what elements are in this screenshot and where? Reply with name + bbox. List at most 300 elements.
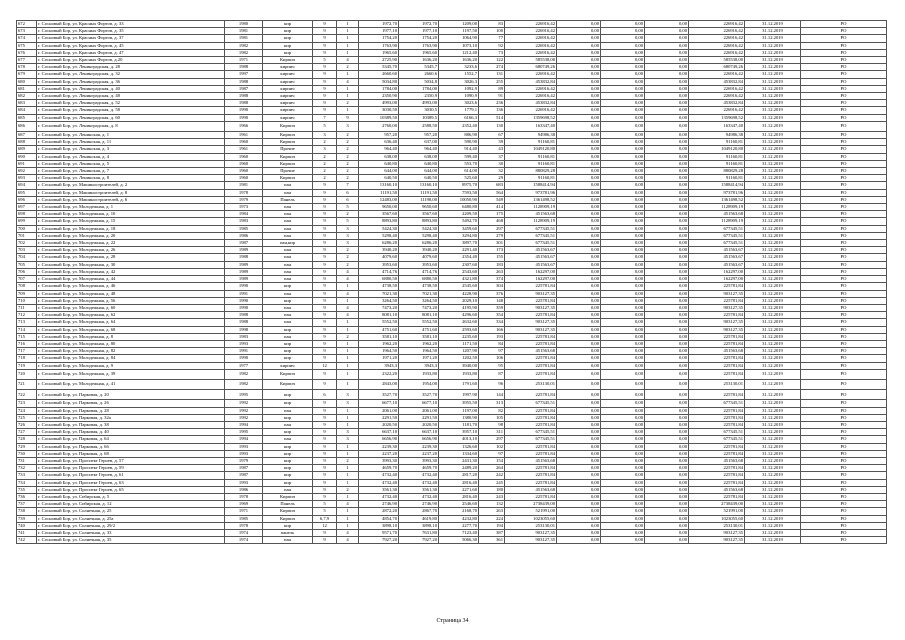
cell-completion-date: 31.12.2019 xyxy=(745,429,801,436)
cell-residents: 564 xyxy=(479,189,505,196)
cell-floors: 9 xyxy=(313,247,337,254)
cell-address: г. Сосновый Бор, ул. Молодежная, д. 26 xyxy=(37,247,225,254)
cell-cost-col-3: 0,00 xyxy=(645,312,689,319)
cell-year-built: 1987 xyxy=(225,85,263,92)
cell-row-number: 719 xyxy=(17,362,37,369)
cell-method: РО xyxy=(801,297,887,304)
cell-row-number: 730 xyxy=(17,450,37,457)
cell-cost-col-4: 226916,42 xyxy=(689,85,745,92)
cell-year-built: 1988 xyxy=(225,100,263,107)
cell-row-number: 706 xyxy=(17,268,37,275)
cell-cost-col-1: 0,00 xyxy=(557,297,601,304)
table-row xyxy=(17,232,887,239)
cell-cost-col-1: 0,00 xyxy=(557,355,601,362)
cell-floors: 9 xyxy=(313,100,337,107)
cell-cost-col-3: 0,00 xyxy=(645,522,689,529)
cell-entrances: 5 xyxy=(337,218,359,225)
cell-cost-col-3: 0,00 xyxy=(645,348,689,355)
cell-cost-col-4: 225781,84 xyxy=(689,407,745,414)
cell-cost-col-1: 0,00 xyxy=(557,508,601,515)
cell-address: г. Сосновый Бор, ул. Красных Фортов, д. 47 xyxy=(37,49,225,56)
cell-cost-col-1: 0,00 xyxy=(557,121,601,131)
cell-completion-date: 31.12.2019 xyxy=(745,189,801,196)
cell-row-number: 678 xyxy=(17,64,37,71)
cell-completion-date: 31.12.2019 xyxy=(745,175,801,182)
cell-area-residential: 2354,40 xyxy=(439,254,479,261)
cell-entrances: 4 xyxy=(337,276,359,283)
cell-cost-col-2: 0,00 xyxy=(601,28,645,35)
cell-total-cost: 226916,42 xyxy=(505,42,557,49)
cell-cost-col-1: 0,00 xyxy=(557,362,601,369)
cell-total-cost: 903127,35 xyxy=(505,304,557,311)
cell-floors: 9 xyxy=(313,71,337,78)
cell-residents: 274 xyxy=(479,64,505,71)
cell-area-premises: 6637,10 xyxy=(399,429,439,436)
cell-area-premises: 8081,10 xyxy=(399,312,439,319)
cell-address: г. Сосновый Бор, ул. Парковая, д. 26 xyxy=(37,400,225,407)
table-row xyxy=(17,443,887,450)
cell-completion-date: 31.12.2019 xyxy=(745,379,801,389)
cell-cost-col-2: 0,00 xyxy=(601,225,645,232)
cell-cost-col-4: 225781,84 xyxy=(689,355,745,362)
cell-total-cost: 226916,42 xyxy=(505,107,557,114)
cell-residents: 155 xyxy=(479,254,505,261)
cell-cost-col-2: 0,00 xyxy=(601,522,645,529)
cell-cost-col-1: 0,00 xyxy=(557,379,601,389)
cell-total-area: 957,20 xyxy=(359,132,399,139)
cell-wall-material: Панель xyxy=(263,501,313,508)
cell-cost-col-4: 226916,42 xyxy=(689,35,745,42)
cell-total-cost: 225781,84 xyxy=(505,297,557,304)
cell-cost-col-2: 0,00 xyxy=(601,175,645,182)
cell-cost-col-2: 0,00 xyxy=(601,369,645,379)
cell-address: г. Сосновый Бор, ул. Солнечная, д. 33 xyxy=(37,529,225,536)
cell-row-number: 688 xyxy=(17,139,37,146)
cell-year-built: 1960 xyxy=(225,168,263,175)
cell-row-number: 679 xyxy=(17,71,37,78)
cell-year-built: 1988 xyxy=(225,312,263,319)
cell-wall-material: кирпич xyxy=(263,114,313,121)
cell-row-number: 674 xyxy=(17,35,37,42)
cell-completion-date: 31.12.2019 xyxy=(745,348,801,355)
cell-cost-col-3: 0,00 xyxy=(645,254,689,261)
cell-wall-material: кир xyxy=(263,35,313,42)
cell-area-premises: 7473,20 xyxy=(399,304,439,311)
cell-year-built: 1989 xyxy=(225,276,263,283)
cell-area-residential: 4228,90 xyxy=(439,290,479,297)
cell-residents: 97 xyxy=(479,450,505,457)
cell-residents: 297 xyxy=(479,225,505,232)
cell-year-built: 1993 xyxy=(225,443,263,450)
cell-cost-col-3: 0,00 xyxy=(645,71,689,78)
cell-cost-col-3: 0,00 xyxy=(645,429,689,436)
cell-area-premises: 6880,50 xyxy=(399,276,439,283)
cell-wall-material: пан xyxy=(263,254,313,261)
cell-total-area: 2725,90 xyxy=(359,57,399,64)
cell-cost-col-4: 226916,42 xyxy=(689,93,745,100)
cell-cost-col-3: 0,00 xyxy=(645,240,689,247)
cell-total-area: 13160,10 xyxy=(359,182,399,189)
cell-wall-material: пан xyxy=(263,247,313,254)
cell-cost-col-1: 0,00 xyxy=(557,326,601,333)
cell-area-premises: 3943,3 xyxy=(399,362,439,369)
cell-method: РО xyxy=(801,319,887,326)
cell-floors: 9 xyxy=(313,472,337,479)
cell-completion-date: 31.12.2019 xyxy=(745,268,801,275)
cell-total-cost: 91160,81 xyxy=(505,139,557,146)
cell-cost-col-3: 0,00 xyxy=(645,290,689,297)
cell-area-residential: 2816,40 xyxy=(439,479,479,486)
cell-cost-col-3: 0,00 xyxy=(645,362,689,369)
cell-area-residential: 1092,9 xyxy=(439,85,479,92)
cell-floors: 9 xyxy=(313,436,337,443)
cell-area-premises: 4714,76 xyxy=(399,268,439,275)
cell-total-cost: 677345,51 xyxy=(505,225,557,232)
cell-method: РО xyxy=(801,348,887,355)
cell-area-residential: 3026,3 xyxy=(439,78,479,85)
cell-floors: 9 xyxy=(313,85,337,92)
cell-area-residential: 2431,30 xyxy=(439,457,479,464)
cell-area-premises: 2660,6 xyxy=(399,71,439,78)
cell-residents: 29 xyxy=(479,175,505,182)
cell-floors: 7 xyxy=(313,114,337,121)
cell-total-area: 3030,50 xyxy=(359,107,399,114)
cell-cost-col-1: 0,00 xyxy=(557,479,601,486)
cell-method: РО xyxy=(801,196,887,203)
cell-total-area: 644,00 xyxy=(359,168,399,175)
cell-row-number: 723 xyxy=(17,400,37,407)
cell-method: РО xyxy=(801,529,887,536)
cell-area-residential: 8975,70 xyxy=(439,182,479,189)
table-row xyxy=(17,168,887,175)
cell-cost-col-4: 903127,35 xyxy=(689,319,745,326)
cell-method: РО xyxy=(801,450,887,457)
cell-area-premises: 11191,50 xyxy=(399,189,439,196)
cell-cost-col-1: 0,00 xyxy=(557,390,601,400)
cell-total-area: 6656,90 xyxy=(359,436,399,443)
cell-row-number: 733 xyxy=(17,472,37,479)
cell-wall-material: кир xyxy=(263,472,313,479)
cell-method: РО xyxy=(801,160,887,167)
cell-total-area: 8893,80 xyxy=(359,218,399,225)
cell-floors: 9 xyxy=(313,254,337,261)
cell-row-number: 693 xyxy=(17,175,37,182)
cell-area-residential: 3459,60 xyxy=(439,225,479,232)
cell-method: РО xyxy=(801,182,887,189)
table-row xyxy=(17,400,887,407)
cell-area-premises: 5298,40 xyxy=(399,232,439,239)
cell-method: РО xyxy=(801,362,887,369)
cell-residents: 92 xyxy=(479,42,505,49)
cell-row-number: 703 xyxy=(17,247,37,254)
cell-total-cost: 451563,68 xyxy=(505,486,557,493)
cell-address: г. Сосновый Бор, ул. Красных Фортов, д. 45 xyxy=(37,42,225,49)
cell-floors: 9 xyxy=(313,268,337,275)
cell-area-premises: 4732,40 xyxy=(399,472,439,479)
cell-cost-col-1: 0,00 xyxy=(557,21,601,28)
cell-entrances: 2 xyxy=(337,168,359,175)
cell-cost-col-3: 0,00 xyxy=(645,465,689,472)
cell-wall-material: пан xyxy=(263,486,313,493)
cell-cost-col-4: 451563,68 xyxy=(689,348,745,355)
cell-wall-material: кир xyxy=(263,457,313,464)
cell-floors: 9 xyxy=(313,290,337,297)
cell-total-area: 636,40 xyxy=(359,139,399,146)
cell-cost-col-3: 0,00 xyxy=(645,204,689,211)
cell-year-built: 1983 xyxy=(225,218,263,225)
cell-total-area: 640,80 xyxy=(359,160,399,167)
cell-total-area: 7927,20 xyxy=(359,537,399,544)
cell-address: г. Сосновый Бор, ул. Ленинская, д. 7 xyxy=(37,168,225,175)
cell-cost-col-2: 0,00 xyxy=(601,121,645,131)
cell-floors: 5 xyxy=(313,57,337,64)
cell-cost-col-4: 225781,84 xyxy=(689,421,745,428)
cell-cost-col-2: 0,00 xyxy=(601,400,645,407)
cell-cost-col-4: 162297,00 xyxy=(689,276,745,283)
cell-row-number: 741 xyxy=(17,529,37,536)
cell-wall-material: кир xyxy=(263,443,313,450)
cell-year-built: 1981 xyxy=(225,35,263,42)
table-row xyxy=(17,153,887,160)
cell-method: РО xyxy=(801,443,887,450)
cell-area-residential: 1197,00 xyxy=(439,407,479,414)
cell-cost-col-3: 0,00 xyxy=(645,355,689,362)
cell-area-residential: 4321,80 xyxy=(439,276,479,283)
cell-row-number: 711 xyxy=(17,304,37,311)
cell-wall-material: кир xyxy=(263,340,313,347)
cell-area-premises: 4079,60 xyxy=(399,254,439,261)
table-row xyxy=(17,139,887,146)
table-row xyxy=(17,472,887,479)
cell-total-cost: 451563,67 xyxy=(505,254,557,261)
cell-floors: 9 xyxy=(313,319,337,326)
cell-cost-col-1: 0,00 xyxy=(557,28,601,35)
cell-total-area: 3943,3 xyxy=(359,362,399,369)
cell-floors: 9 xyxy=(313,283,337,290)
cell-total-cost: 225781,84 xyxy=(505,465,557,472)
cell-cost-col-4: 225781,84 xyxy=(689,493,745,500)
cell-row-number: 676 xyxy=(17,49,37,56)
cell-total-area: 1763,90 xyxy=(359,42,399,49)
table-row xyxy=(17,493,887,500)
cell-total-cost: 1359698,52 xyxy=(505,114,557,121)
cell-year-built: 1980 xyxy=(225,21,263,28)
cell-area-premises: 7927,20 xyxy=(399,537,439,544)
cell-cost-col-2: 0,00 xyxy=(601,537,645,544)
cell-address: г. Сосновый Бор, ул. Проспект Героев, д. 57 xyxy=(37,457,225,464)
cell-year-built: 1994 xyxy=(225,421,263,428)
cell-total-area: 4714,76 xyxy=(359,268,399,275)
cell-row-number: 699 xyxy=(17,218,37,225)
table-row xyxy=(17,254,887,261)
cell-completion-date: 31.12.2019 xyxy=(745,369,801,379)
cell-cost-col-1: 0,00 xyxy=(557,312,601,319)
cell-total-area: 2350,90 xyxy=(359,93,399,100)
cell-area-premises: 964,40 xyxy=(399,146,439,153)
cell-floors: 9 xyxy=(313,348,337,355)
cell-completion-date: 31.12.2019 xyxy=(745,312,801,319)
cell-wall-material: панель xyxy=(263,529,313,536)
cell-completion-date: 31.12.2019 xyxy=(745,64,801,71)
cell-entrances: 1 xyxy=(337,340,359,347)
cell-floors: 2 xyxy=(313,160,337,167)
cell-area-residential: 914,40 xyxy=(439,146,479,153)
cell-cost-col-4: 225781,84 xyxy=(689,414,745,421)
cell-cost-col-4: 225781,84 xyxy=(689,340,745,347)
cell-area-premises: 3264,50 xyxy=(399,297,439,304)
cell-method: РО xyxy=(801,479,887,486)
cell-total-area: 6677,10 xyxy=(359,400,399,407)
cell-cost-col-1: 0,00 xyxy=(557,493,601,500)
cell-cost-col-2: 0,00 xyxy=(601,64,645,71)
cell-wall-material: пан xyxy=(263,211,313,218)
cell-address: г. Сосновый Бор, ул. Ленинская, д. 4 xyxy=(37,153,225,160)
table-row xyxy=(17,362,887,369)
cell-area-premises: 5424,30 xyxy=(399,225,439,232)
cell-completion-date: 31.12.2019 xyxy=(745,240,801,247)
table-row xyxy=(17,457,887,464)
table-row xyxy=(17,283,887,290)
cell-row-number: 696 xyxy=(17,196,37,203)
cell-residents: 414 xyxy=(479,204,505,211)
cell-cost-col-3: 0,00 xyxy=(645,472,689,479)
cell-entrances: 1 xyxy=(337,362,359,369)
cell-year-built: 1960 xyxy=(225,139,263,146)
cell-residents: 514 xyxy=(479,114,505,121)
cell-total-cost: 225781,84 xyxy=(505,390,557,400)
cell-method: РО xyxy=(801,414,887,421)
cell-total-area: 964,40 xyxy=(359,146,399,153)
cell-area-premises: 2239,30 xyxy=(399,443,439,450)
cell-cost-col-1: 0,00 xyxy=(557,132,601,139)
cell-area-premises: 4738,50 xyxy=(399,283,439,290)
cell-floors: 9 xyxy=(313,333,337,340)
cell-cost-col-1: 0,00 xyxy=(557,225,601,232)
cell-completion-date: 31.12.2019 xyxy=(745,283,801,290)
cell-year-built: 1966 xyxy=(225,121,263,131)
cell-area-premises: 2350,9 xyxy=(399,93,439,100)
cell-floors: 9 xyxy=(313,312,337,319)
cell-total-area: 7473,20 xyxy=(359,304,399,311)
cell-row-number: 742 xyxy=(17,537,37,544)
cell-area-residential: 3940,00 xyxy=(439,362,479,369)
cell-residents: 97 xyxy=(479,348,505,355)
cell-cost-col-1: 0,00 xyxy=(557,501,601,508)
cell-year-built: 1990 xyxy=(225,304,263,311)
cell-row-number: 708 xyxy=(17,283,37,290)
cell-entrances: 2 xyxy=(337,333,359,340)
cell-row-number: 705 xyxy=(17,261,37,268)
cell-residents: 82 xyxy=(479,407,505,414)
cell-entrances: 1 xyxy=(337,355,359,362)
cell-floors: 9 xyxy=(313,232,337,239)
cell-cost-col-2: 0,00 xyxy=(601,71,645,78)
cell-total-area: 1972,70 xyxy=(359,21,399,28)
cell-year-built: 1993 xyxy=(225,450,263,457)
cell-area-premises: 2020,50 xyxy=(399,421,439,428)
table-row xyxy=(17,515,887,522)
cell-cost-col-2: 0,00 xyxy=(601,146,645,153)
cell-floors: 9 xyxy=(313,189,337,196)
cell-year-built: 1961 xyxy=(225,146,263,153)
cell-cost-col-1: 0,00 xyxy=(557,64,601,71)
cell-year-built: 1990 xyxy=(225,107,263,114)
cell-cost-col-3: 0,00 xyxy=(645,247,689,254)
cell-entrances: 2 xyxy=(337,139,359,146)
cell-total-cost: 903127,35 xyxy=(505,326,557,333)
table-row xyxy=(17,390,887,400)
cell-entrances: 1 xyxy=(337,522,359,529)
cell-address: г. Сосновый Бор, ул. Парковая, д. 66 xyxy=(37,443,225,450)
cell-year-built: 1991 xyxy=(225,348,263,355)
cell-cost-col-4: 91160,81 xyxy=(689,160,745,167)
cell-cost-col-3: 0,00 xyxy=(645,175,689,182)
cell-method: РО xyxy=(801,42,887,49)
cell-wall-material: кир xyxy=(263,283,313,290)
cell-floors: 9 xyxy=(313,355,337,362)
cell-area-residential: 3955,50 xyxy=(439,400,479,407)
cell-total-cost: 453832,84 xyxy=(505,100,557,107)
cell-cost-col-3: 0,00 xyxy=(645,486,689,493)
cell-completion-date: 31.12.2019 xyxy=(745,465,801,472)
cell-entrances: 2 xyxy=(337,132,359,139)
cell-total-cost: 226916,42 xyxy=(505,21,557,28)
cell-area-premises: 6677,10 xyxy=(399,400,439,407)
cell-wall-material: Кирпич xyxy=(263,153,313,160)
cell-cost-col-4: 226916,42 xyxy=(689,107,745,114)
cell-wall-material: пан xyxy=(263,304,313,311)
table-row xyxy=(17,35,887,42)
table-row xyxy=(17,121,887,131)
cell-residents: 102 xyxy=(479,443,505,450)
cell-completion-date: 31.12.2019 xyxy=(745,247,801,254)
cell-total-cost: 677345,51 xyxy=(505,429,557,436)
cell-floors: 9 xyxy=(313,204,337,211)
cell-area-residential: 2029,10 xyxy=(439,297,479,304)
cell-entrances: 4 xyxy=(337,501,359,508)
cell-year-built: 1990 xyxy=(225,283,263,290)
cell-row-number: 680 xyxy=(17,78,37,85)
cell-cost-col-2: 0,00 xyxy=(601,407,645,414)
cell-area-premises: 1962,20 xyxy=(399,340,439,347)
cell-address: г. Сосновый Бор, ул. Красных Фортов, д. 33 xyxy=(37,21,225,28)
cell-row-number: 726 xyxy=(17,421,37,428)
cell-cost-col-3: 0,00 xyxy=(645,268,689,275)
cell-area-residential: 1202,50 xyxy=(439,355,479,362)
cell-address: г. Сосновый Бор, ул. Солнечная, д. 25 xyxy=(37,508,225,515)
cell-cost-col-4: 1128909,19 xyxy=(689,218,745,225)
cell-cost-col-4: 225781,84 xyxy=(689,472,745,479)
cell-entrances: 4 xyxy=(337,304,359,311)
cell-cost-col-4: 91160,81 xyxy=(689,139,745,146)
cell-area-residential: 2632,60 xyxy=(439,319,479,326)
cell-area-premises: 638,00 xyxy=(399,153,439,160)
cell-wall-material: кирпич xyxy=(263,64,313,71)
cell-cost-col-3: 0,00 xyxy=(645,414,689,421)
cell-area-residential: 1064,90 xyxy=(439,35,479,42)
cell-cost-col-1: 0,00 xyxy=(557,261,601,268)
cell-wall-material: пан xyxy=(263,232,313,239)
cell-area-residential: 5492,70 xyxy=(439,218,479,225)
cell-completion-date: 31.12.2019 xyxy=(745,254,801,261)
cell-wall-material: пан xyxy=(263,204,313,211)
cell-total-cost: 225781,84 xyxy=(505,283,557,290)
cell-method: РО xyxy=(801,204,887,211)
cell-total-area: 1754,20 xyxy=(359,35,399,42)
cell-year-built: 1979 xyxy=(225,457,263,464)
table-row xyxy=(17,348,887,355)
cell-cost-col-3: 0,00 xyxy=(645,153,689,160)
